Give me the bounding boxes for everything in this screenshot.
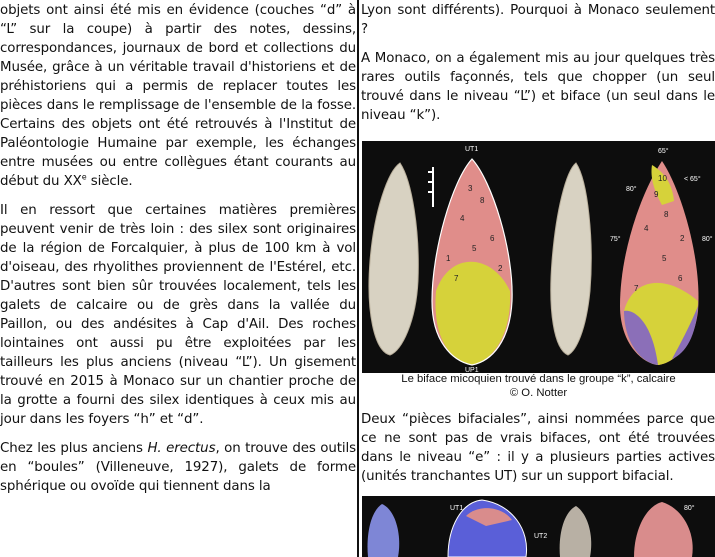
svg-text:80°: 80° [626, 186, 637, 193]
biface-photo [362, 141, 715, 373]
left-column [0, 0, 356, 506]
bifacial-piece-middle [560, 506, 592, 557]
left-paragraph-2: Il en ressort que certaines matières premières peuvent venir de très loin : des silex sont originaires de la région de Forcalquier, à plus de 100 km à vol d'oiseau, des rhyolithes proviennent de l'Estérel, etc. D'autres sont bien sûr trouvées localement, tels les galets de calcaire ou de grès dans la vallée du Paillon, ou des andésites à Cap d'Ail. Des roches lointaines ont aussi pu être exploitées par les tailleurs les plus anciens (niveau “L”). Un gisement trouvé en 2015 à Monaco sur un chantier proche de la grotte a fourni des silex identiques à ceux mis au jour dans les foyers “h” et “d”. [0, 203, 356, 427]
svg-text:2: 2 [680, 234, 685, 243]
svg-text:7: 7 [454, 274, 459, 283]
right-paragraph-3: Deux “pièces bifaciales”, ainsi nommées parce que ce ne sont pas de vrais bifaces, ont été trouvées dans le niveau “e” : il y a plusieurs parties actives (unités tranchantes UT) sur un support bifacial. [361, 412, 715, 484]
svg-text:80°: 80° [702, 236, 713, 243]
right-column [361, 0, 715, 135]
svg-text:< 65°: < 65° [684, 176, 701, 183]
svg-text:75°: 75° [610, 236, 621, 243]
bifacial-pieces-photo [362, 496, 715, 557]
svg-text:4: 4 [460, 214, 465, 223]
bifacial-illustration [362, 496, 715, 557]
biface-illustration [362, 141, 715, 373]
svg-text:9: 9 [654, 190, 659, 199]
svg-text:65°: 65° [658, 148, 669, 155]
caption-title: Le biface micoquien trouvé dans le groupe “k”, calcaire [401, 373, 676, 385]
scale-bar [428, 167, 434, 207]
svg-text:5: 5 [472, 244, 477, 253]
svg-text:8: 8 [480, 196, 485, 205]
svg-text:2: 2 [498, 264, 503, 273]
svg-text:1: 1 [446, 254, 451, 263]
figure-caption [362, 372, 715, 400]
caption-credit: © O. Notter [509, 387, 568, 399]
biface-back-annotated [610, 147, 713, 365]
svg-text:4: 4 [644, 224, 649, 233]
stone-side-view-left [369, 163, 418, 355]
svg-text:UT1: UT1 [465, 146, 479, 153]
svg-text:5: 5 [662, 254, 667, 263]
svg-text:3: 3 [468, 184, 473, 193]
right-paragraph-2: A Monaco, on a également mis au jour quelques très rares outils façonnés, tels que chopper (un seul trouvé dans le niveau “L”) et biface (un seul dans le niveau “k”). [361, 51, 715, 123]
biface-face-annotated [432, 146, 512, 373]
left-paragraph-3: Chez les plus anciens H. erectus, on trouve des outils en “boules” (Villeneuve, 1927), galets de forme sphérique ou ovoïde qui tiennent dans la [0, 441, 356, 494]
svg-text:8: 8 [664, 210, 669, 219]
svg-text:6: 6 [490, 234, 495, 243]
column-divider [357, 0, 359, 557]
stone-side-view-right [551, 163, 591, 355]
svg-text:UP1: UP1 [465, 367, 479, 373]
bifacial-piece-left [368, 504, 400, 557]
right-paragraph-1: Lyon sont différents). Pourquoi à Monaco seulement ? [361, 3, 715, 37]
svg-text:10: 10 [658, 174, 667, 183]
svg-text:UT2: UT2 [534, 533, 548, 540]
svg-text:7: 7 [634, 284, 639, 293]
svg-text:UT1: UT1 [450, 505, 464, 512]
right-column-lower [361, 410, 715, 496]
svg-text:80°: 80° [684, 505, 695, 512]
left-paragraph-1: objets ont ainsi été mis en évidence (couches “d” à “L” sur la coupe) à partir des notes, dessins, correspondances, journaux de bord et collections du Musée, grâce à un véritable travail d'historiens et de préhistoriens qui a permis de replacer toutes les pièces dans le remplissage de l'ensemble de la fosse. Certains des objets ont été retrouvés à l'Institut de Paléontologie Humaine par exemple, les échanges entre musées ou entre collègues étant courants au début du XXe siècle. [0, 3, 356, 189]
svg-text:6: 6 [678, 274, 683, 283]
